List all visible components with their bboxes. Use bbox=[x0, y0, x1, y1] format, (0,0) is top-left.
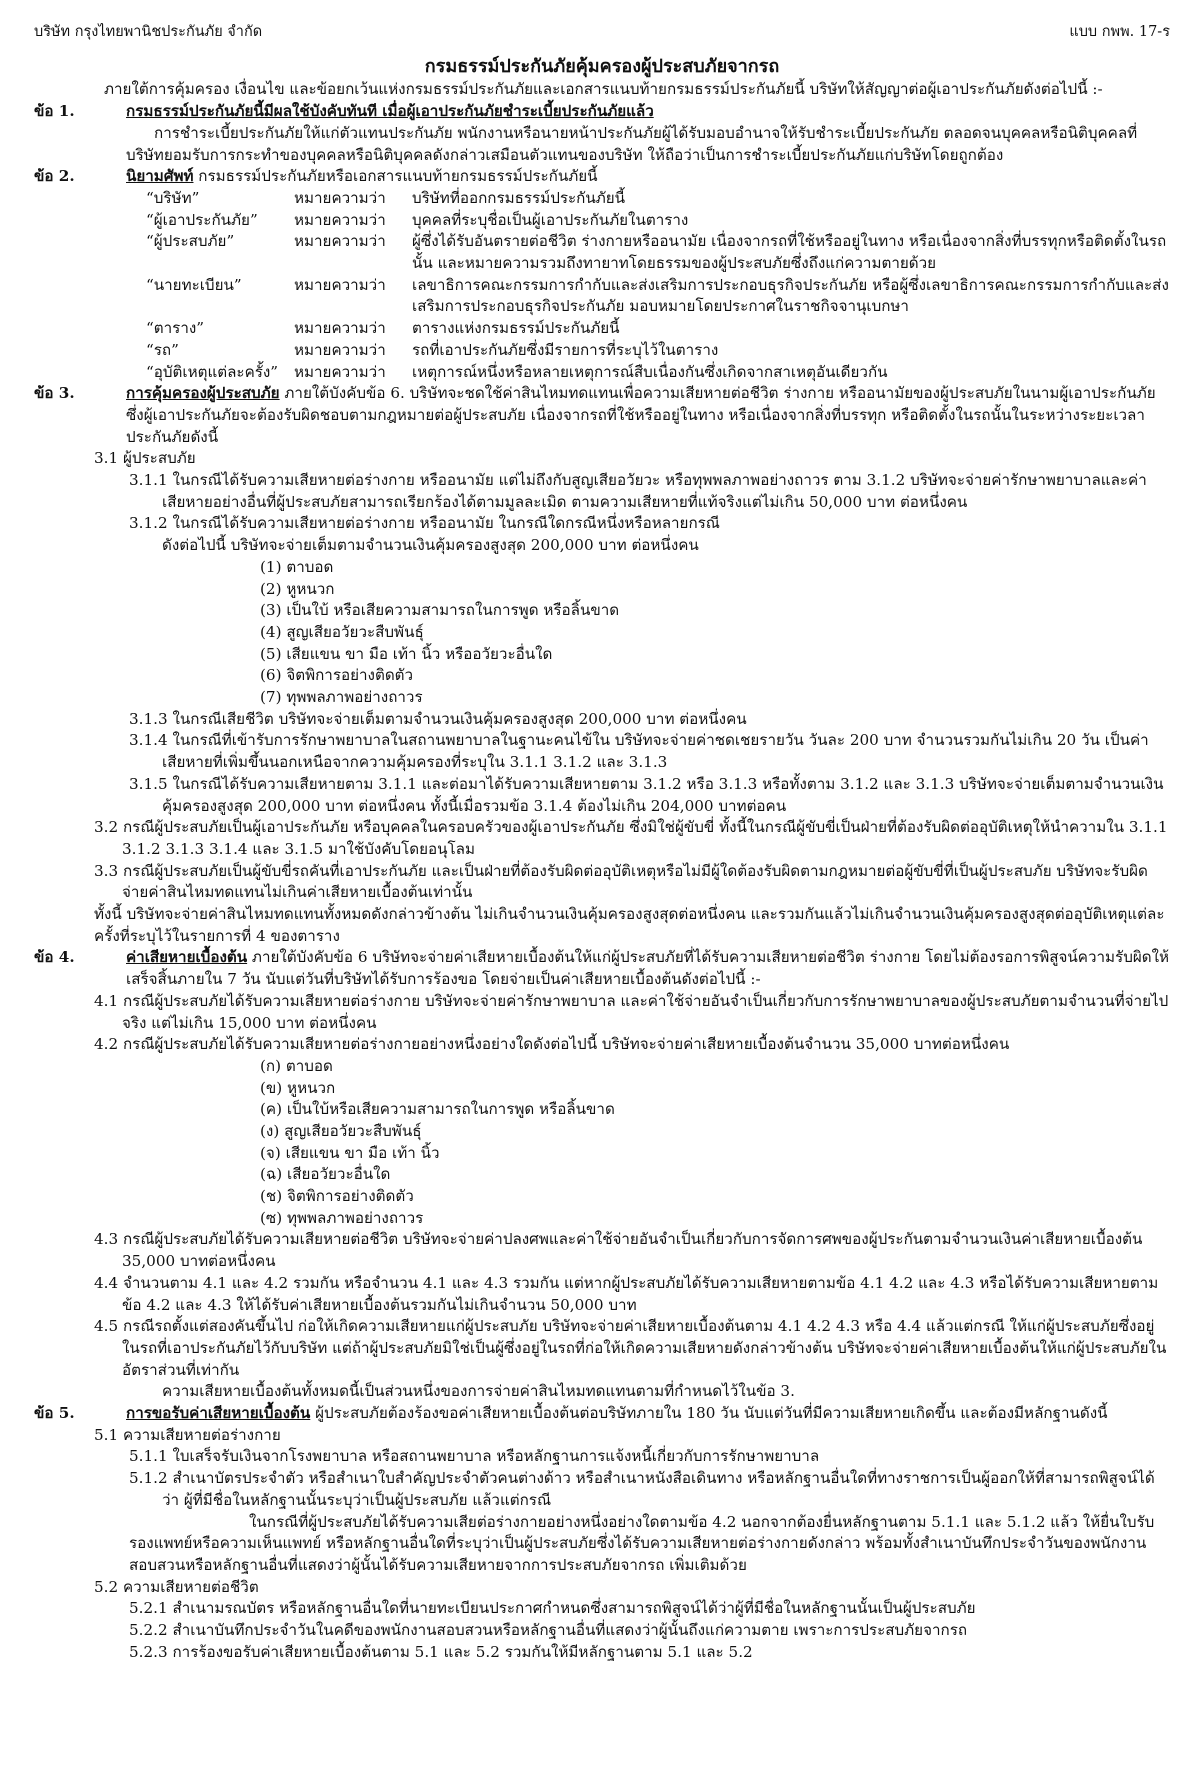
list-item: (4) สูญเสียอวัยวะสืบพันธุ์ bbox=[260, 622, 424, 641]
definition-row: “ผู้ประสบภัย” หมายความว่า ผู้ซึ่งได้รับอันตรายต่อชีวิต ร่างกายหรืออนามัย เนื่องจากรถที่ใช้หรืออยู่ในทาง หรือเนื่องจากสิ่งที่บรรทุกหรือติดตั้งในรถนั้น และหมายความรวมถึงทายาทโดยธรรมของผู้ประสบภัยซึ่งถึงแก่ความตายด้วย bbox=[146, 232, 1167, 273]
section-text: การชำระเบี้ยประกันภัยให้แก่ตัวแทนประกันภัย พนักงานหรือนายหน้าประกันภัยผู้ได้รับมอบอำนาจให้รับชำระเบี้ยประกันภัย ตลอดจนบุคคลหรือนิติบุคคลที่บริษัทยอมรับการกระทำของบุคคลหรือนิติบุคคลดังกล่าวเสมือนตัวแทนของบริษัท ให้ถือว่าเป็นการชำระเบี้ยประกันภัยแก่บริษัทโดยถูกต้อง bbox=[126, 123, 1138, 164]
section-4 bbox=[34, 947, 1170, 990]
section-lead: กรมธรรม์ประกันภัยหรือเอกสารแนบท้ายกรมธรรม์ประกันภัยนี้ bbox=[193, 167, 598, 186]
clause-5-1-1: 5.1.1 ใบเสร็จรับเงินจากโรงพยาบาล หรือสถานพยาบาล หรือหลักฐานการแจ้งหนี้เกี่ยวกับการรักษาพยาบาล bbox=[129, 1447, 820, 1466]
list-item: (ค) เป็นใบ้หรือเสียความสามารถในการพูด หรือลิ้นขาด bbox=[260, 1100, 615, 1119]
clause-4-5: 4.5 กรณีรถตั้งแต่สองคันขึ้นไป ก่อให้เกิดความเสียหายแก่ผู้ประสบภัย บริษัทจะจ่ายค่าเสียหายเบื้องต้นตาม 4.1 4.2 4.3 หรือ 4.4 แล้วแต่กรณี ให้แก่ผู้ประสบภัยซึ่งอยู่ในรถที่เอาประกันภัยไว้กับบริษัท แต่ถ้าผู้ประสบภัยมิใช่เป็นผู้ซึ่งอยู่ในรถที่ก่อให้เกิดความเสียหายดังกล่าวข้างต้น บริษัทจะจ่ายค่าเสียหายเบื้องต้นให้แก่ผู้ประสบภัยในอัตราส่วนที่เท่ากัน bbox=[94, 1317, 1167, 1379]
definition-row: “ผู้เอาประกันภัย” หมายความว่า บุคคลที่ระบุชื่อเป็นผู้เอาประกันภัยในตาราง bbox=[146, 210, 689, 229]
list-item: (ซ) ทุพพลภาพอย่างถาวร bbox=[260, 1208, 424, 1227]
definitions-list bbox=[126, 188, 1170, 383]
section-4-close: ความเสียหายเบื้องต้นทั้งหมดนี้เป็นส่วนหนึ่งของการจ่ายค่าสินไหมทดแทนตามที่กำหนดไว้ในข้อ 3. bbox=[162, 1382, 795, 1401]
clause-5-2-1: 5.2.1 สำเนามรณบัตร หรือหลักฐานอื่นใดที่นายทะเบียนประกาศกำหนดซึ่งสามารถพิสูจน์ได้ว่าผู้ที่มีชื่อในหลักฐานนั้นเป็นผู้ประสบภัย bbox=[129, 1599, 976, 1618]
section-3-close: ทั้งนี้ บริษัทจะจ่ายค่าสินไหมทดแทนทั้งหมดดังกล่าวข้างต้น ไม่เกินจำนวนเงินคุ้มครองสูงสุดต่อหนึ่งคน และรวมกันแล้วไม่เกินจำนวนเงินคุ้มครองสูงสุดต่ออุบัติเหตุแต่ละครั้งที่ระบุไว้ในรายการที่ 4 ของตาราง bbox=[94, 905, 1165, 945]
definition-row: “รถ” หมายความว่า รถที่เอาประกันภัยซึ่งมีรายการที่ระบุไว้ในตาราง bbox=[146, 340, 719, 359]
clause-5-1-2: 5.1.2 สำเนาบัตรประจำตัว หรือสำเนาใบสำคัญประจำตัวคนต่างด้าว หรือสำเนาหนังสือเดินทาง หรือหลักฐานอื่นใดที่ทางราชการเป็นผู้ออกให้ที่สามารถพิสูจน์ได้ว่า ผู้ที่มีชื่อในหลักฐานนั้นระบุว่าเป็นผู้ประสบภัย แล้วแต่กรณี bbox=[129, 1469, 1155, 1509]
section-5-body bbox=[94, 1425, 1170, 1664]
section-heading: นิยามศัพท์ bbox=[126, 167, 194, 186]
section-text: ภายใต้บังคับข้อ 6 บริษัทจะจ่ายค่าเสียหายเบื้องต้นให้แก่ผู้ประสบภัยที่ได้รับความเสียหายต่อชีวิต ร่างกาย โดยไม่ต้องรอการพิสูจน์ความรับผิดให้เสร็จสิ้นภายใน 7 วัน นับแต่วันที่บริษัทได้รับการร้องขอ โดยจ่ายเป็นค่าเสียหายเบื้องต้นดังต่อไปนี้ :- bbox=[126, 948, 1170, 989]
page-header bbox=[34, 22, 1170, 44]
clause-5-1-2-note: ในกรณีที่ผู้ประสบภัยได้รับความเสียต่อร่างกายอย่างหนึ่งอย่างใดตามข้อ 4.2 นอกจากต้องยื่นหลักฐานตาม 5.1.1 และ 5.1.2 แล้ว ให้ยื่นใบรับรองแพทย์หรือความเห็นแพทย์ หรือหลักฐานอื่นใดที่ระบุว่าเป็นผู้ประสบภัยซึ่งได้รับความเสียหายต่อร่างกายดังกล่าว พร้อมทั้งสำเนาบันทึกประจำวันของพนักงานสอบสวนหรือหลักฐานอื่นที่แสดงว่าผู้นั้นได้รับความเสียหายจากการประสบภัยจากรถ เพิ่มเติมด้วย bbox=[129, 1512, 1155, 1574]
clause-3-2: 3.2 กรณีผู้ประสบภัยเป็นผู้เอาประกันภัย หรือบุคคลในครอบครัวของผู้เอาประกันภัย ซึ่งมิใช่ผู้ขับขี่ ทั้งนี้ในกรณีผู้ขับขี่เป็นฝ่ายที่ต้องรับผิดต่ออุบัติเหตุให้นำความใน 3.1.1 3.1.2 3.1.3 3.1.4 และ 3.1.5 มาใช้บังคับโดยอนุโลม bbox=[94, 818, 1168, 858]
clause-5-2: 5.2 ความเสียหายต่อชีวิต bbox=[94, 1577, 259, 1596]
section-heading: กรมธรรม์ประกันภัยนี้มีผลใช้บังคับทันที เมื่อผู้เอาประกันภัยชำระเบี้ยประกันภัยแล้ว bbox=[126, 102, 654, 121]
list-item: (ช) จิตพิการอย่างติดตัว bbox=[260, 1187, 414, 1206]
clause-4-1: 4.1 กรณีผู้ประสบภัยได้รับความเสียหายต่อร่างกาย บริษัทจะจ่ายค่ารักษาพยาบาล และค่าใช้จ่ายอันจำเป็นเกี่ยวกับการรักษาพยาบาลของผู้ประสบภัยตามจำนวนที่จ่ายไปจริง แต่ไม่เกิน 15,000 บาท ต่อหนึ่งคน bbox=[94, 991, 1169, 1032]
definition-row: “ตาราง” หมายความว่า ตารางแห่งกรมธรรม์ประกันภัยนี้ bbox=[146, 319, 620, 338]
intro-text: ภายใต้การคุ้มครอง เงื่อนไข และข้อยกเว้นแห่งกรมธรรม์ประกันภัยและเอกสารแนบท้ายกรมธรรม์ประกันภัยนี้ บริษัทให้สัญญาต่อผู้เอาประกันภัยดังต่อไปนี้ :- bbox=[104, 80, 1103, 99]
clause-3-1-2-cont: ดังต่อไปนี้ บริษัทจะจ่ายเต็มตามจำนวนเงินคุ้มครองสูงสุด 200,000 บาท ต่อหนึ่งคน bbox=[162, 536, 699, 555]
section-4-body bbox=[94, 991, 1170, 1403]
definition-row: “นายทะเบียน” หมายความว่า เลขาธิการคณะกรรมการกำกับและส่งเสริมการประกอบธุรกิจประกันภัย หรือผู้ซึ่งเลขาธิการคณะกรรมการกำกับและส่งเสริมการประกอบธุรกิจประกันภัย มอบหมายโดยประกาศในราชกิจจานุเบกษา bbox=[146, 275, 1169, 316]
section-2 bbox=[34, 166, 1170, 188]
list-item: (7) ทุพพลภาพอย่างถาวร bbox=[260, 688, 423, 706]
section-number: ข้อ 5. bbox=[34, 1404, 75, 1423]
list-item: (ก) ตาบอด bbox=[260, 1056, 333, 1075]
list-item: (ง) สูญเสียอวัยวะสืบพันธุ์ bbox=[260, 1122, 422, 1140]
section-heading: การคุ้มครองผู้ประสบภัย bbox=[126, 384, 280, 403]
clause-3-1-1: 3.1.1 ในกรณีได้รับความเสียหายต่อร่างกาย หรืออนามัย แต่ไม่ถึงกับสูญเสียอวัยวะ หรือทุพพลภาพอย่างถาวร ตาม 3.1.2 บริษัทจะจ่ายค่ารักษาพยาบาลและค่าเสียหายอย่างอื่นที่ผู้ประสบภัยสามารถเรียกร้องได้ตามมูลละเมิด ตามความเสียหายที่แท้จริงแต่ไม่เกิน 50,000 บาท ต่อหนึ่งคน bbox=[129, 471, 1147, 511]
section-number: ข้อ 3. bbox=[34, 384, 75, 403]
form-number: แบบ กพพ. 17-ร bbox=[1069, 24, 1170, 40]
clause-4-2: 4.2 กรณีผู้ประสบภัยได้รับความเสียหายต่อร่างกายอย่างหนึ่งอย่างใดดังต่อไปนี้ บริษัทจะจ่ายค่าเสียหายเบื้องต้นจำนวน 35,000 บาทต่อหนึ่งคน bbox=[94, 1035, 1010, 1054]
list-item: (1) ตาบอด bbox=[260, 557, 334, 576]
list-item: (ข) หูหนวก bbox=[260, 1078, 336, 1097]
section-heading: ค่าเสียหายเบื้องต้น bbox=[126, 948, 248, 967]
clause-4-3: 4.3 กรณีผู้ประสบภัยได้รับความเสียหายต่อชีวิต บริษัทจะจ่ายค่าปลงศพและค่าใช้จ่ายอันจำเป็นเกี่ยวกับการจัดการศพของผู้ประกันตามจำนวนเงินค่าเสียหายเบื้องต้น 35,000 บาทต่อหนึ่งคน bbox=[94, 1230, 1143, 1271]
clause-4-4: 4.4 จำนวนตาม 4.1 และ 4.2 รวมกัน หรือจำนวน 4.1 และ 4.3 รวมกัน แต่หากผู้ประสบภัยได้รับความเสียหายตามข้อ 4.1 4.2 และ 4.3 หรือได้รับความเสียหายตามข้อ 4.2 และ 4.3 ให้ได้รับค่าเสียหายเบื้องต้นรวมกันไม่เกินจำนวน 50,000 บาท bbox=[94, 1273, 1159, 1314]
document-title: กรมธรรม์ประกันภัยคุ้มครองผู้ประสบภัยจากรถ bbox=[424, 55, 780, 77]
section-3-body bbox=[94, 448, 1170, 904]
clause-3-1-4: 3.1.4 ในกรณีที่เข้ารับการรักษาพยาบาลในสถานพยาบาลในฐานะคนไข้ใน บริษัทจะจ่ายค่าชดเชยรายวัน วันละ 200 บาท จำนวนรวมกันไม่เกิน 20 วัน เป็นค่าเสียหายที่เพิ่มขึ้นนอกเหนือจากความคุ้มครองที่ระบุใน 3.1.1 3.1.2 และ 3.1.3 bbox=[129, 731, 1149, 772]
injury-list-1 bbox=[94, 557, 1170, 709]
clause-3-1: 3.1 ผู้ประสบภัย bbox=[94, 449, 196, 468]
clause-3-1-5: 3.1.5 ในกรณีได้รับความเสียหายตาม 3.1.1 และต่อมาได้รับความเสียหายตาม 3.1.2 หรือ 3.1.3 หรือทั้งตาม 3.1.2 และ 3.1.3 บริษัทจะจ่ายเต็มตามจำนวนเงินคุ้มครองสูงสุด 200,000 บาท ต่อหนึ่งคน ทั้งนี้เมื่อรวมข้อ 3.1.4 ต้องไม่เกิน 204,000 บาทต่อคน bbox=[129, 774, 1164, 815]
list-item: (3) เป็นใบ้ หรือเสียความสามารถในการพูด หรือลิ้นขาด bbox=[260, 601, 620, 620]
list-item: (6) จิตพิการอย่างติดตัว bbox=[260, 666, 414, 685]
section-text: ภายใต้บังคับข้อ 6. บริษัทจะชดใช้ค่าสินไหมทดแทนเพื่อความเสียหายต่อชีวิต ร่างกาย หรืออนามัยของผู้ประสบภัยในนามผู้เอาประกันภัย ซึ่งผู้เอาประกันภัยจะต้องรับผิดชอบตามกฎหมายต่อผู้ประสบภัย เนื่องจากรถที่ใช้หรืออยู่ในทาง หรือเนื่องจากสิ่งที่บรรทุก หรือติดตั้งในรถนั้นในระหว่างระยะเวลาประกันภัยดังนี้ bbox=[126, 384, 1156, 446]
section-number: ข้อ 2. bbox=[34, 167, 75, 186]
clause-3-1-3: 3.1.3 ในกรณีเสียชีวิต บริษัทจะจ่ายเต็มตามจำนวนเงินคุ้มครองสูงสุด 200,000 บาท ต่อหนึ่งคน bbox=[129, 709, 747, 728]
definition-row: “บริษัท” หมายความว่า บริษัทที่ออกกรมธรรม์ประกันภัยนี้ bbox=[146, 188, 626, 207]
definition-row: “อุบัติเหตุแต่ละครั้ง” หมายความว่า เหตุการณ์หนึ่งหรือหลายเหตุการณ์สืบเนื่องกันซึ่งเกิดจากสาเหตุอันเดียวกัน bbox=[146, 362, 888, 381]
section-number: ข้อ 4. bbox=[34, 948, 75, 967]
list-item: (จ) เสียแขน ขา มือ เท้า นิ้ว bbox=[260, 1143, 440, 1162]
section-1 bbox=[34, 101, 1170, 166]
section-number: ข้อ 1. bbox=[34, 102, 75, 121]
injury-list-2 bbox=[94, 1056, 1170, 1230]
list-item: (2) หูหนวก bbox=[260, 579, 335, 598]
section-heading: การขอรับค่าเสียหายเบื้องต้น bbox=[126, 1404, 311, 1423]
section-3 bbox=[34, 383, 1170, 448]
list-item: (ฉ) เสียอวัยวะอื่นใด bbox=[260, 1165, 391, 1184]
clause-5-1: 5.1 ความเสียหายต่อร่างกาย bbox=[94, 1425, 281, 1444]
clause-3-3: 3.3 กรณีผู้ประสบภัยเป็นผู้ขับขี่รถคันที่เอาประกันภัย และเป็นฝ่ายที่ต้องรับผิดต่ออุบัติเหตุหรือไม่มีผู้ใดต้องรับผิดตามกฎหมายต่อผู้ขับขี่ที่เป็นผู้ประสบภัย บริษัทจะรับผิดจ่ายค่าสินไหมทดแทนไม่เกินค่าเสียหายเบื้องต้นเท่านั้น bbox=[94, 861, 1148, 902]
clause-5-2-2: 5.2.2 สำเนาบันทึกประจำวันในคดีของพนักงานสอบสวนหรือหลักฐานอื่นที่แสดงว่าผู้นั้นถึงแก่ความตาย เพราะการประสบภัยจากรถ bbox=[129, 1621, 968, 1640]
section-5 bbox=[34, 1403, 1170, 1425]
clause-3-1-2: 3.1.2 ในกรณีได้รับความเสียหายต่อร่างกาย หรืออนามัย ในกรณีใดกรณีหนึ่งหรือหลายกรณี bbox=[129, 514, 720, 533]
clause-5-2-3: 5.2.3 การร้องขอรับค่าเสียหายเบื้องต้นตาม 5.1 และ 5.2 รวมกันให้มีหลักฐานตาม 5.1 และ 5.2 bbox=[129, 1642, 753, 1661]
company-name: บริษัท กรุงไทยพานิชประกันภัย จำกัด bbox=[34, 24, 263, 40]
section-text: ผู้ประสบภัยต้องร้องขอค่าเสียหายเบื้องต้นต่อบริษัทภายใน 180 วัน นับแต่วันที่มีความเสียหายเกิดขึ้น และต้องมีหลักฐานดังนี้ bbox=[310, 1404, 1108, 1423]
list-item: (5) เสียแขน ขา มือ เท้า นิ้ว หรืออวัยวะอื่นใด bbox=[260, 644, 553, 663]
